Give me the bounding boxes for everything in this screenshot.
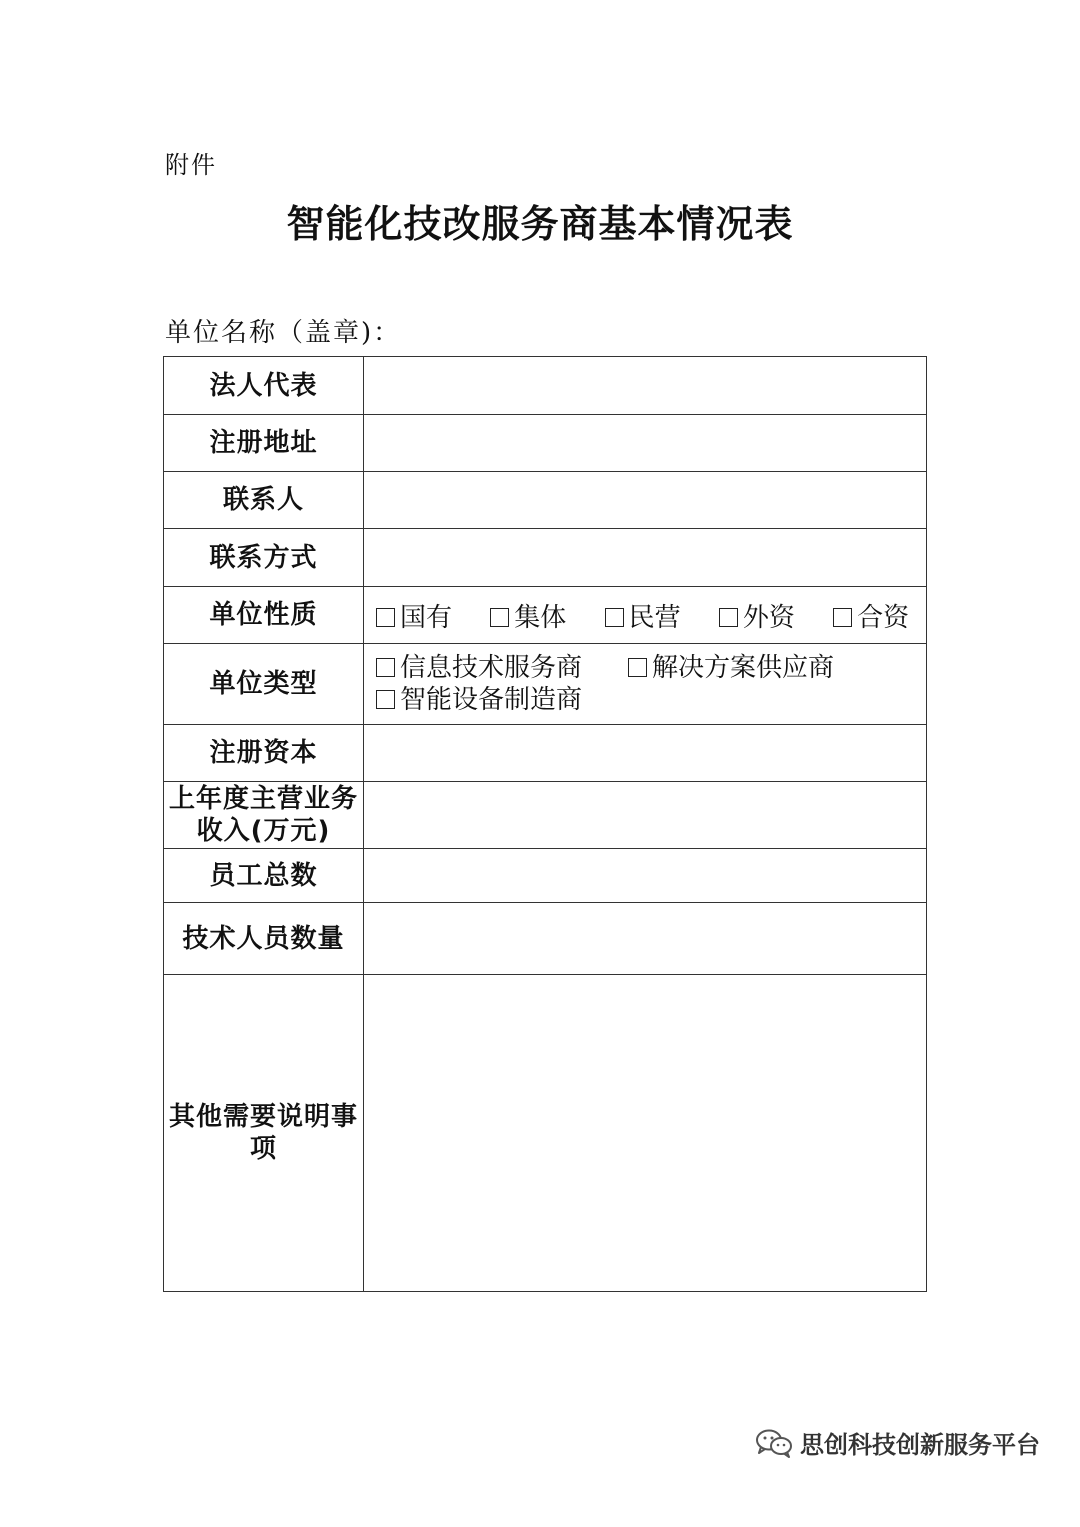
nature-option-state[interactable] xyxy=(376,597,452,634)
row-contact-method xyxy=(164,529,927,587)
checkbox[interactable] xyxy=(605,608,624,627)
row-other-notes xyxy=(164,975,927,1292)
type-option-equipment[interactable] xyxy=(376,684,582,716)
field-legal-rep[interactable] xyxy=(364,357,927,415)
label-revenue: 上年度主营业务收入(万元) xyxy=(164,782,364,849)
row-unit-nature xyxy=(164,587,927,644)
label-tech-staff: 技术人员数量 xyxy=(164,903,364,975)
nature-option-foreign[interactable] xyxy=(719,597,795,634)
checkbox[interactable] xyxy=(833,608,852,627)
checkbox[interactable] xyxy=(376,658,395,677)
field-tech-staff[interactable] xyxy=(364,903,927,975)
row-revenue xyxy=(164,782,927,849)
field-unit-nature xyxy=(364,587,927,644)
option-label: 民营 xyxy=(628,602,681,633)
row-legal-rep xyxy=(164,357,927,415)
row-reg-capital xyxy=(164,725,927,782)
type-option-solution[interactable] xyxy=(628,652,834,684)
label-other-notes: 其他需要说明事项 xyxy=(164,975,364,1292)
checkbox[interactable] xyxy=(628,658,647,677)
label-unit-nature: 单位性质 xyxy=(164,587,364,644)
label-reg-address: 注册地址 xyxy=(164,415,364,472)
label-legal-rep: 法人代表 xyxy=(164,357,364,415)
field-employees[interactable] xyxy=(364,849,927,903)
source-watermark xyxy=(754,1425,1040,1460)
page-title: 智能化技改服务商基本情况表 xyxy=(286,202,794,246)
option-label: 合资 xyxy=(857,602,910,633)
checkbox[interactable] xyxy=(376,608,395,627)
nature-option-private[interactable] xyxy=(605,597,681,634)
field-unit-type xyxy=(364,644,927,725)
label-contact-method: 联系方式 xyxy=(164,529,364,587)
option-label: 解决方案供应商 xyxy=(652,653,835,683)
row-tech-staff xyxy=(164,903,927,975)
info-form-table xyxy=(163,356,927,1292)
checkbox[interactable] xyxy=(376,690,395,709)
nature-option-collective[interactable] xyxy=(490,597,566,634)
field-contact-person[interactable] xyxy=(364,472,927,529)
option-label: 外资 xyxy=(742,602,795,633)
row-employees xyxy=(164,849,927,903)
field-reg-capital[interactable] xyxy=(364,725,927,782)
checkbox[interactable] xyxy=(719,608,738,627)
field-revenue[interactable] xyxy=(364,782,927,849)
option-label: 集体 xyxy=(514,602,567,633)
label-contact-person: 联系人 xyxy=(164,472,364,529)
row-contact-person xyxy=(164,472,927,529)
nature-option-joint[interactable] xyxy=(833,597,909,634)
field-reg-address[interactable] xyxy=(364,415,927,472)
row-reg-address xyxy=(164,415,927,472)
label-employees: 员工总数 xyxy=(164,849,364,903)
checkbox[interactable] xyxy=(490,608,509,627)
option-label: 信息技术服务商 xyxy=(400,653,583,683)
attachment-label: 附件 xyxy=(165,151,217,179)
option-label: 智能设备制造商 xyxy=(400,685,583,715)
label-unit-type: 单位类型 xyxy=(164,644,364,725)
field-other-notes[interactable] xyxy=(364,975,927,1292)
watermark-text: 思创科技创新服务平台 xyxy=(800,1431,1040,1459)
field-contact-method[interactable] xyxy=(364,529,927,587)
row-unit-type xyxy=(164,644,927,725)
wechat-icon xyxy=(754,1428,794,1458)
unit-name-label: 单位名称（盖章)： xyxy=(165,318,402,348)
type-option-it-service[interactable] xyxy=(376,652,582,684)
option-label: 国有 xyxy=(400,602,453,633)
label-reg-capital: 注册资本 xyxy=(164,725,364,782)
